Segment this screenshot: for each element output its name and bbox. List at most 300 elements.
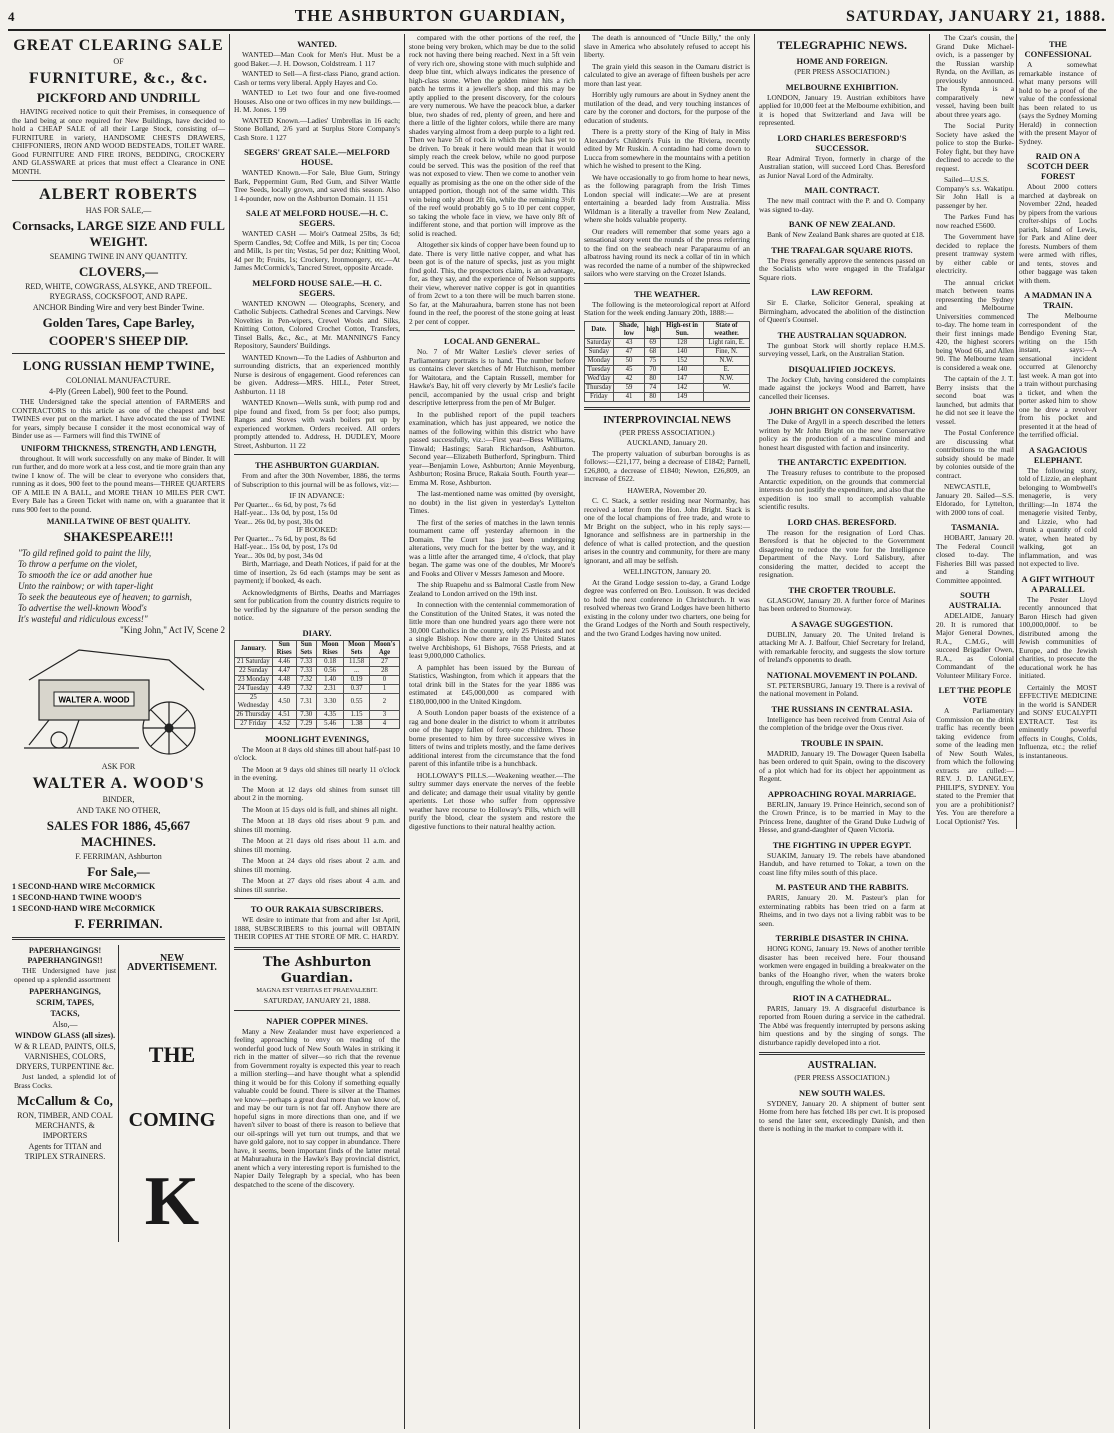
diary-row-cell: 26 Thursday xyxy=(236,710,271,718)
news-body: LONDON, January 19. Austrian exhibitors have applied for 10,000 feet at the Melbourne exhibition, and it is hoped that Switzerland and Java will be represented. xyxy=(759,92,925,127)
article-body: No. 7 of Mr Walter Leslie's clever series of Parliamentary portraits is to hand. The number before us contains clever sketches of Mr Hutchison, member for Waitotara, and the Captain Russell, member for Hawke's Bay, hit off very cleverly by Mr Leslie's facile pencil, accompanied by the usual crisp and bright descriptive letterpress from the pen of Mr Bulger. xyxy=(409,347,575,407)
page-number: 4 xyxy=(8,9,15,24)
diary-row xyxy=(235,657,400,666)
napier-body: Many a New Zealander must have experienced a feeling approaching to envy on reading of the wonderful good luck of New South Wales in striking it rich in the matter of silver—so rich that the revenue from Government royalty is expected this year to reach a million sterling—and have thought what a splendid thing it would be for this Colony if something equally valuable could be found. There is silver at the Thames we know—perhaps a great deal more than we know of, and may be our turn is not far off. Anyhow there are hopeful signs in more directions than one, and if we haven't silver to boast of there is reason to believe that our oil-springs will yet turn out trumps, and that we have gold galore, not to say copper in abundance. There have, it seems, been important finds of the latter metal at Mahuraahura in the Hawke's Bay provincial district, anent which a very interesting report is furnished to the Napier Daily Telegraph by a special, who has been despatched to the scene of the discovery. xyxy=(234,1026,400,1189)
weather-row-cell: 45 xyxy=(613,365,645,374)
news-body: Bank of New Zealand Bank shares are quoted at £18. xyxy=(767,230,925,239)
diary-row xyxy=(235,675,400,684)
news-body: The Government have decided to replace the present tramway system by either cable or electricity. xyxy=(936,232,1014,275)
weather-row-cell: 80 xyxy=(645,392,661,401)
news-heading: TERRIBLE DISASTER IN CHINA. xyxy=(775,933,909,943)
weather-header: High-est in Sun. xyxy=(661,321,704,338)
article-body: The grain yield this season in the Oamaru district is calculated to give an average of fifteen bushels per acre more than last year. xyxy=(584,61,750,88)
diary-header: Sun Sets xyxy=(296,640,316,657)
diary-row-cell: 7.30 xyxy=(296,710,316,719)
news-body: The Treasury refuses to contribute to the proposed Antarctic expedition, on the grounds that commercial interests do not justify the expenditure, and also that the expedition is too small to accomplish valuable scientific results. xyxy=(759,468,925,511)
news-body: GLASGOW, January 20. A further force of Marines has been ordered to Stornoway. xyxy=(759,595,925,613)
weather-row xyxy=(585,338,750,347)
wellington-dateline: WELLINGTON, January 20. xyxy=(623,567,711,576)
cooper-line: COOPER'S SHEEP DIP. xyxy=(48,333,189,348)
wanted-ad: WANTED Known.—For Sale, Blue Gum, Stringy Bark, Peppermint Gum, Red Gum, and Silver Wattle Tree Seeds, locally grown, and saved this season. Also 1 4-pounder, now on the Ashburton Domain. 11 151 xyxy=(234,168,400,203)
weather-row-cell: 152 xyxy=(661,356,704,365)
shakespeare-heading: SHAKESPEARE!!! xyxy=(63,529,174,544)
coming-word: COMING xyxy=(128,1109,216,1131)
diary-row-cell: 21 Saturday xyxy=(235,657,273,666)
diary-row-cell: 1.15 xyxy=(344,710,370,719)
terms-booked-label: IF BOOKED: xyxy=(296,525,338,534)
news-body: The Press generally approve the sentences passed on the Socialists who were engaged in the Trafalgar Square riots. xyxy=(759,255,925,282)
weather-row-cell: 59 xyxy=(613,383,645,392)
article-body: The death is announced of "Uncle Billy," the only slave in America who absolutely refused to accept his liberty. xyxy=(584,34,750,59)
news-heading: TROUBLE IN SPAIN. xyxy=(800,737,884,748)
news-heading: THE FIGHTING IN UPPER EGYPT. xyxy=(772,839,912,850)
wanted-ad: WANTED Known.—Ladies' Umbrellas in 16 each; Stone Bolland, 2/6 yard at Surplus Store Company's Cash Store. 1 127 xyxy=(234,115,400,142)
australian-heading: AUSTRALIAN. xyxy=(807,1060,877,1071)
news-body: The Pester Lloyd recently announced that Baron Hirsch had given 100,000,000f. to be distributed among the Jewish communities of Europe, and the Jewish charities, to prosecute the educational work he has initiated. xyxy=(1019,594,1097,680)
segers-heading: SEGERS' GREAT SALE.—MELFORD HOUSE. xyxy=(244,147,390,167)
news-body: SUAKIM, January 19. The rebels have abandoned Handub, and have returned to Tokar, a town on the coast line fifty miles south of this place. xyxy=(759,850,925,877)
news-heading: THE RUSSIANS IN CENTRAL ASIA. xyxy=(771,703,913,714)
column-4 xyxy=(580,34,755,1429)
for-sale-item: 1 SECOND-HAND TWINE WOOD'S xyxy=(12,893,142,902)
weather-row-cell: 47 xyxy=(613,347,645,356)
weather-row-cell: Saturday xyxy=(585,338,614,347)
column-5 xyxy=(755,34,930,1429)
clearing-sale-subject: FURNITURE, &c., &c. xyxy=(29,70,208,87)
news-body: Sir E. Clarke, Solicitor General, speaking at Birmingham, advocated the abolition of the distinction of Queen's Counsel. xyxy=(759,298,925,324)
paper-item: TACKS, xyxy=(50,1009,80,1018)
terms-line: Half-year... 15s 0d, by post, 17s 0d xyxy=(234,542,338,551)
diary-row-cell: 1 xyxy=(369,684,399,693)
news-body: Rear Admiral Tryon, formerly in charge of the Australian station, will succeed Lord Chas. Beresford as Junior Naval Lord of the Admiralty. xyxy=(759,153,925,180)
paperhangings-ad xyxy=(12,945,119,1242)
binder-line: BINDER, xyxy=(102,795,135,804)
ferriman-signature: F. FERRIMAN. xyxy=(74,916,163,931)
diary-header: Moon's Age xyxy=(369,640,399,657)
for-sale-item: 1 SECOND-HAND WIRE McCORMICK xyxy=(12,904,156,913)
diary-row-cell: 7.32 xyxy=(296,675,316,684)
weather-row-cell: N.W. xyxy=(704,374,750,383)
weather-row-cell: 42 xyxy=(613,374,645,383)
wanted-ad: WANTED to Let two four and one five-roomed Houses. Also one or two offices in my new buildings.—H. M. Jones. 1 99 xyxy=(234,88,400,114)
diary-row-cell: ... xyxy=(344,666,370,675)
news-body: Sailed—U.S.S. Company's s.s. Wakatipu. Sir John Hall is a passenger by her. xyxy=(936,175,1014,210)
news-body: The new mail contract with the P. and O. Company was signed to-day. xyxy=(759,196,925,214)
diary-heading: DIARY. xyxy=(302,627,332,638)
diary-row-cell: 3 xyxy=(369,710,399,719)
weather-header: Shade, low xyxy=(613,321,645,338)
diary-row-cell: 27 Friday xyxy=(235,719,273,728)
news-heading: TASMANIA. xyxy=(951,522,999,532)
weather-row-cell: 140 xyxy=(661,365,704,374)
diary-row-cell: 22 Sunday xyxy=(235,666,273,675)
news-body: ST. PETERSBURG, January 19. There is a revival of the national movement in Poland. xyxy=(759,680,925,698)
moon-note: The Moon at 21 days old rises about 11 a.m. and shines till morning. xyxy=(234,836,400,854)
hawera-dateline: HAWERA, November 20. xyxy=(627,485,707,495)
weather-row-cell xyxy=(704,392,750,401)
auckland-dateline: AUCKLAND, January 20. xyxy=(626,438,708,447)
weather-header: Date. xyxy=(585,321,614,338)
poem-line: To smooth the ice or add another hue xyxy=(18,570,153,580)
news-body: The Parkes Fund has now reached £5600. xyxy=(936,212,1014,230)
per-press-line: (PER PRESS ASSOCIATION.) xyxy=(794,67,890,76)
albert-roberts-heading: ALBERT ROBERTS xyxy=(39,186,198,203)
weather-body: The following is the meteorological report at Alford Station for the week ending January 20th, 1888:— xyxy=(584,299,750,317)
paperhangings-body: THE Undersigned have just opened up a splendid assortment xyxy=(14,966,116,984)
melford-heading: MELFORD HOUSE SALE.—H. C. SEGERS. xyxy=(252,277,382,298)
poem-line: It's wasteful and ridiculous excess!" xyxy=(18,614,148,624)
no-other-line: AND TAKE NO OTHER, xyxy=(76,806,161,815)
napier-heading: NAPIER COPPER MINES. xyxy=(266,1015,368,1026)
article-body: In connection with the centennial commemoration of the Constitution of the United States, it was noted the little more than one hundred years ago there were not 30,000 Catholics in the country, only 25 Priests and not a single Bishop. Now there are in the United States twelve Archbishops, 61 Bishops, 7658 Priests, and at least 9,000,000 Catholics. xyxy=(409,600,575,660)
interprovincial-sub: (PER PRESS ASSOCIATION.) xyxy=(619,427,715,437)
diary-row-cell: 2.31 xyxy=(316,684,343,693)
weather-row xyxy=(585,365,750,374)
diary-row-cell: 4.35 xyxy=(316,710,343,719)
masthead xyxy=(8,6,1106,31)
hemp-twine-heading: LONG RUSSIAN HEMP TWINE, xyxy=(22,358,215,373)
coming-ad xyxy=(119,945,225,1242)
columns xyxy=(8,34,1106,1429)
births-notice: Birth, Marriage, and Death Notices, if paid for at the time of insertion, 2s 6d each (stamps may be sent as payment); if booked, 4s each. xyxy=(234,559,400,585)
news-body: The captain of the J. T. Berry insists that the second boat was launched, but admits that he did not see it leave the vessel. xyxy=(936,374,1014,426)
wanted-ad: WANTED—Man Cook for Men's Hut. Must be a good Baker.—J. H. Dowson, Coldstream. 1 117 xyxy=(234,50,400,68)
wanted-ad: WANTED CASH — Moir's Oatmeal 25lbs, 3s 6d; Sperm Candles, 9d; Coffee and Milk, 1s per tin; Cocoa and Milk, 1s per tin; Vestas, 5d per doz; Knitting Wool, 4d per lb; Fruits, 1s; Crockery, Ironmongery, etc.—At James McCormick's, Tancred Street, opposite Arcade. xyxy=(234,229,400,272)
lead-body: Just landed, a splendid lot of Brass Cocks. xyxy=(14,1072,116,1090)
weather-row-cell: 147 xyxy=(661,374,704,383)
clearing-sale-of: OF xyxy=(113,57,124,66)
diary-header: January. xyxy=(235,640,273,657)
diary-row-cell: 1.38 xyxy=(344,719,370,728)
news-heading: THE AUSTRALIAN SQUADRON. xyxy=(777,329,907,340)
news-heading: MELBOURNE EXHIBITION. xyxy=(785,81,899,92)
wanted-ad: WANTED to Sell—A first-class Piano, grand action. Cash or terms very liberal. Apply Hayes and Co. xyxy=(234,69,400,87)
pickford-body: HAVING received notice to quit their Premises, in consequence of the land being at once required for New Buildings, have decided to hold a CHEAP SALE of all their Large Stock, consisting of— FURNITURE in variety, HANDSOME CHESTS DRAWERS, CHIFFONIERS, IRON AND WOOD BEDSTEADS, TOILET WARE. Good FURNITURE AND FIRE IRONS, BEDDING, CROCKERY AND GLASSWARE at prices that must effect a Clearance in ONE MONTH. xyxy=(12,107,225,176)
colonial-line: COLONIAL MANUFACTURE. xyxy=(66,376,171,385)
terms-advance-label: IF IN ADVANCE: xyxy=(289,491,345,500)
weather-row-cell: 68 xyxy=(645,347,661,356)
news-body: The reason for the resignation of Lord Chas. Beresford is that he objected to the Government disagreeing to reduce the vote for the Intelligence Department of the Navy. Lord Salisbury, after considering the matter, decided to accept the resignation. xyxy=(759,527,925,579)
telegraphic-heading: TELEGRAPHIC NEWS. xyxy=(776,38,908,52)
weather-heading: THE WEATHER. xyxy=(634,288,700,299)
moon-note: The Moon at 9 days old shines till nearly 11 o'clock in the evening. xyxy=(234,764,400,782)
column-6 xyxy=(930,34,1103,1429)
news-heading: JOHN BRIGHT ON CONSERVATISM. xyxy=(768,406,916,416)
article-body: At the Grand Lodge session to-day, a Grand Lodge degree was conferred on Bro. Louisson. It was decided to hold the next conference in Christchurch. It was resolved whereas two Grand Lodges have been hitherto existing in the colony under two charters, one being for the Grand Lodges of the North and South respectively, and the two Grand Lodges having now united. xyxy=(584,577,750,638)
for-sale-heading: For Sale,— xyxy=(87,864,150,879)
diary-row xyxy=(235,710,400,719)
article-body: Horribly ugly rumours are about in Sydney anent the mutilation of the dead, and very touching instances of care by the coroner and doctors, for the purpose of the education of students. xyxy=(584,90,750,125)
news-body: PARIS, January 20. M. Pasteur's plan for exterminating rabbits has been tried on a farm at Rheims, and in two days not a living rabbit was to be seen. xyxy=(759,893,925,928)
news-heading: A SAGACIOUS ELEPHANT. xyxy=(1028,444,1088,465)
diary-row-cell: 0 xyxy=(369,675,399,684)
shakespeare-poem xyxy=(18,548,225,636)
news-body: DUBLIN, January 20. The United Ireland is attacking Mr A. J. Balfour, Chief Secretary for Ireland, with remarkable ferocity, and suggests the slow torture of Ireland's opponents to death. xyxy=(759,629,925,664)
terms-line: Half-year... 13s 0d, by post, 15s 0d xyxy=(234,508,338,517)
mccallum-sub: RON, TIMBER, AND COAL MERCHANTS, & IMPORTERS xyxy=(17,1111,113,1140)
article-body: C. C. Stack, a settler residing near Normanby, has received a letter from the Hon. John Bright. Stack is one of the local champions of free trade, and wrote to Mr Bright on the subject, who in his reply says:—Ignorance and selfishness are in partnership in the defence of what is called protection, and the question arises in the country and community, for there are many ignorant, and all may be selfish. xyxy=(584,496,750,565)
interprovincial-heading: INTERPROVINCIAL NEWS xyxy=(603,414,731,426)
news-body: The gunboat Stork will shortly replace H.M.S. surveying vessel, Lark, on the Australian Station. xyxy=(759,340,925,358)
clearing-sale-heading: GREAT CLEARING SALE xyxy=(13,37,224,54)
poem-attribution: "King John," Act IV, Scene 2 xyxy=(120,625,225,635)
seaming-twine-line: SEAMING TWINE IN ANY QUANTITY. xyxy=(49,252,188,261)
news-body: The Czar's cousin, the Grand Duke Michael-ovich, is a passenger by the Russian warship Rynda, on the Avillan, as previously announced. The Rynda is a comparatively new vessel, having been built about three years ago. xyxy=(936,34,1014,119)
diary-table xyxy=(234,640,400,729)
ply-line: 4-Ply (Green Label), 900 feet to the Pound. xyxy=(49,387,188,396)
article-body: The property valuation of suburban boroughs is as follows:—£21,177, being a decrease of £1842; Parnell, £26,800, a decrease of £1840; Newton, £26,809, an increase of £622. xyxy=(584,448,750,483)
article-body: The last-mentioned name was omitted (by oversight, no doubt) in the list given in yesterday's Lyttelton Times. xyxy=(409,489,575,515)
news-heading: THE TRAFALGAR SQUARE RIOTS. xyxy=(771,244,913,255)
news-heading: THE CROFTER TROUBLE. xyxy=(788,584,896,595)
moon-note: The Moon at 12 days old shines from sunset till about 2 in the morning. xyxy=(234,784,400,802)
news-heading: M. PASTEUR AND THE RABBITS. xyxy=(775,882,909,892)
poem-line: "To gild refined gold to paint the lily, xyxy=(18,548,152,558)
ask-for-line: ASK FOR xyxy=(101,762,136,771)
clovers-heading: CLOVERS,— xyxy=(78,264,159,279)
diary-row-cell: 7.33 xyxy=(296,657,316,666)
news-body: The Social Purity Society have asked the police to stop the Burke-Foley fight, but they have declined to accede to the request. xyxy=(936,121,1014,173)
advertisement-column xyxy=(8,34,230,1429)
weather-header: State of weather. xyxy=(704,321,750,338)
lead-line: W & R LEAD, PAINTS, OILS, VARNISHES, COLORS, DRYERS, TURPENTINE &c. xyxy=(14,1042,116,1071)
uniform-heading: UNIFORM THICKNESS, STRENGTH, AND LENGTH, xyxy=(20,443,217,453)
binder-machine-illustration xyxy=(12,640,225,758)
news-heading: A MADMAN IN A TRAIN. xyxy=(1024,290,1092,310)
moonlight-heading: MOONLIGHT EVENINGS, xyxy=(265,733,369,744)
weather-row-cell: 69 xyxy=(645,338,661,347)
bottom-ads xyxy=(12,945,225,1242)
agents-line: Agents for TITAN and TRIPLEX STRAINERS. xyxy=(24,1142,106,1161)
news-heading: BANK OF NEW ZEALAND. xyxy=(788,219,896,229)
news-body: HONG KONG, January 19. News of another terrible disaster has been received here. Four thousand workmen were engaged in building a breakwater on the banks of the Hoangho river, when the waters broke through, engulfing the whole of them. xyxy=(759,944,925,987)
paper-title: THE ASHBURTON GUARDIAN, xyxy=(294,6,566,25)
diary-row-cell: 4.47 xyxy=(272,666,296,675)
diary-row-cell: 27 xyxy=(369,657,399,666)
news-body: The Postal Conference are discussing what contributions to the mail subsidy should be made by colonies outside of the contract. xyxy=(936,428,1014,480)
moon-note: The Moon at 15 days old is full, and shines all night. xyxy=(242,804,398,814)
diary-row-cell: 23 Monday xyxy=(235,675,273,684)
for-sale-item: 1 SECOND-HAND WIRE McCORMICK xyxy=(12,882,156,891)
paper-item: PAPERHANGINGS, xyxy=(29,987,101,996)
diary-row-cell: 0.18 xyxy=(316,657,343,666)
diary-row-cell: 0.56 xyxy=(316,666,343,675)
moon-note: The Moon at 27 days old rises about 4 a.m. and shines till sunrise. xyxy=(234,876,400,894)
australian-sub: (PER PRESS ASSOCIATION.) xyxy=(794,1073,890,1082)
wanted-ad: WANTED Known—To the Ladies of Ashburton and surrounding districts, that an experienced monthly Nurse is desirous of engagement. Good references can be given. Address—MRS. HILL, Peter Street, Ashburton. 11 18 xyxy=(234,352,400,396)
weather-row-cell: 50 xyxy=(613,356,645,365)
poem-line: To advertise the well-known Wood's xyxy=(18,603,147,613)
terms-line: Year... 30s 0d, by post, 34s 0d xyxy=(234,550,323,560)
article-body: There is a pretty story of the King of Italy in Miss Alexander's Children's Fuis in the Riviera, recently edited by Mr Ruskin. A contadino had come down to Lucca from somewhere in the mountains with a petition which he wished to present to the King. xyxy=(584,127,750,170)
news-body: The Duke of Argyll in a speech described the letters written by Mr John Bright on the new Conservative policy as the production of a masculine mind and honest heart disgusted with faction and insincerity. xyxy=(759,417,925,452)
news-body: PARIS, January 19. A disgraceful disturbance is reported from Rouen during a service in the cathedral. The Abbé was frequently interrupted by persons asking him questions and by the singing of songs. The disturbance rapidly developed into a riot. xyxy=(759,1003,925,1047)
news-heading: A SAVAGE SUGGESTION. xyxy=(791,618,893,629)
diary-row-cell: 3.30 xyxy=(316,693,343,710)
guardian-nameplate: The Ashburton Guardian. xyxy=(262,954,372,986)
weather-row-cell: Tuesday xyxy=(585,365,614,374)
guardian-issue-date: SATURDAY, JANUARY 21, 1888. xyxy=(263,996,371,1005)
weather-row-cell: 140 xyxy=(661,347,704,356)
rakaia-body: WE desire to intimate that from and after 1st April, 1888, SUBSCRIBERS to this journal will OBTAIN THEIR COPIES AT THE STORE OF MR. C. HARDY. xyxy=(234,915,400,941)
manilla-line: MANILLA TWINE OF BEST QUALITY. xyxy=(46,517,191,526)
news-heading: APPROACHING ROYAL MARRIAGE. xyxy=(767,788,917,799)
weather-row xyxy=(585,356,750,365)
weather-row-cell: 149 xyxy=(661,392,704,401)
diary-row-cell: 5.46 xyxy=(316,719,343,728)
diary-row-cell: 0.19 xyxy=(344,675,370,684)
paper-item: SCRIM, TAPES, xyxy=(36,998,94,1007)
article-body: We have occasionally to go from home to hear news, as the following paragraph from the Irish Times London special will indicate:—We are at present entertaining a bearded lady from Australia. Miss Wildman is a literally a traveller from New Zealand, where she holds valuable property. xyxy=(584,172,750,224)
weather-row-cell: 142 xyxy=(661,383,704,392)
weather-row-cell: Light rain, E. xyxy=(704,338,750,347)
pickford-heading: PICKFORD AND UNDRILL xyxy=(36,90,201,105)
weather-row xyxy=(585,383,750,392)
news-body: MADRID, January 19. The Dowager Queen Isabella has been ordered to quit Spain, owing to the discovery of a plot which had for its object her appointment as Regent. xyxy=(759,748,925,783)
news-heading: LORD CHARLES BERESFORD'S SUCCESSOR. xyxy=(777,132,907,153)
diary-row-cell: 2 xyxy=(369,693,399,710)
article-body: A South London paper boasts of the existence of a rag and bone dealer in the district to whom it attributes one of the happy fallen of forty-one children. Those borne presented to him by three successive wives in litters of twins and triplets mostly, and the fame derives additional interest from the circumstance that the fond parent of this infantile tribe is a hunchback. xyxy=(409,708,575,768)
tares-line: Golden Tares, Cape Barley, xyxy=(42,315,195,330)
news-heading: LAW REFORM. xyxy=(811,287,873,297)
news-body: BERLIN, January 19. Prince Heinrich, second son of the Crown Prince, is to be married in May to the Princess Irene, daughter of the Grand Duke Ludwig of Hesse, and grand-daughter of Queen Victoria. xyxy=(759,799,925,834)
features-continued xyxy=(1017,34,1099,829)
article-body: In the published report of the pupil teachers examination, which has just appeared, we notice the names of the following within this district who have passed successfully, viz.:—First year—Bess Williams, Tinwald; Hastings; Sarah Richardson, Ashburton. Second year—Elizabeth Butherford, Springburn. Third year—Benjamin Lowe, Ashburton; Annie Meyenburg, Ashburton; Rosina Bruce, Rakaia South. Fourth year—Emma M. Rose, Ashburton. xyxy=(409,409,575,487)
paperhangings-heading: PAPERHANGINGS! PAPERHANGINGS!! xyxy=(27,946,103,965)
news-body: Intelligence has been received from Central Asia of the completion of the bridge over the Oxus river. xyxy=(759,714,925,732)
diary-row xyxy=(235,666,400,675)
paper-item: Also,— xyxy=(52,1020,78,1029)
diary-row-cell: 0.37 xyxy=(344,684,370,693)
news-body: NEWCASTLE, January 20. Sailed—S.S. Eldorado, for Lyttelton, with 2000 tons of coal. xyxy=(936,482,1014,517)
holloway-ad: HOLLOWAY'S PILLS.—Weakening weather.—The sultry summer days enervate the nerves of the feeble and delicate; and damage their usual vitality by gentle aperients. Let those who suffer from oppressive weather have recourse to Holloway's Pills, which will purify the blood, clear the system and restore the digestive functions to their natural healthy action. xyxy=(409,770,575,831)
sales-line: SALES FOR 1886, 45,667 MACHINES. xyxy=(46,818,191,849)
news-heading: THE ANTARCTIC EXPEDITION. xyxy=(777,457,907,467)
weather-row-cell: N.W. xyxy=(704,356,750,365)
news-body: The Melbourne correspondent of the Bendigo Evening Star, writing on the 15th instant, says:—A sensational incident occurred at Glenorchy last week. A man got into a train without purchasing a ticket, and when the porter asked him to show one he drew a revolver from his pocket and presented it at the head of the terrified official. xyxy=(1019,311,1097,439)
article-body: The first of the series of matches in the lawn tennis tournament came off yesterday afternoon in the Domain. The Court has just been undergoing alterations, very much for the better by the way, and it was a little after the arranged time, 4 o'clock, that play began. The game was one of the doubles, Mr Moore's and Fooks and Oliver v Messrs Jameson and Moore. xyxy=(409,517,575,578)
weather-row-cell: Thursday xyxy=(586,383,612,391)
diary-row-cell: 25 Wednesday xyxy=(235,693,273,710)
medicine-ad: Certainly the MOST EFFECTIVE MEDICINE in the world is SANDER and SONS' EUCALYPTI EXTRACT. Test its eminently powerful effects in Coughs, Colds, Influenza, etc.; the relief is instantaneous. xyxy=(1019,682,1097,760)
diary-row-cell: 11.58 xyxy=(344,657,370,666)
weather-row xyxy=(585,374,750,383)
diary-header: Moon Rises xyxy=(316,640,343,657)
weather-row-cell: Friday xyxy=(585,392,614,401)
weather-row-cell: 70 xyxy=(645,365,661,374)
coming-letter: K xyxy=(144,1163,200,1240)
rakaia-heading: TO OUR RAKAIA SUBSCRIBERS. xyxy=(250,904,384,914)
hemp-body: THE Undersigned take the special attention of FARMERS and CONTRACTORS to this article as one of the cheapest and best TWINES ever put on the market. I have advocated the use of TWINE for years, simply because I consider it the most economical way of Binder use as — Farmers will find this TWINE of xyxy=(12,397,225,440)
news-body: SYDNEY, January 20. A shipment of butter sent Home from here has fetched 18s per cwt. It is proposed to send the later sent, exceedingly Danish, and then there is nothing in the market to compare with it. xyxy=(759,1098,925,1133)
home-foreign-heading: HOME AND FOREIGN. xyxy=(796,56,888,66)
wanted-ad: WANTED KNOWN — Oleographs, Scenery, and Catholic Subjects. Cathedral Scenes and Carvings. New Novelties in Pen-wipers, Crewel Wools and Silks, Knitting Cotton, Colored Crochet Cotton, Transfers, Tinsel Balls, &c., &c., at Mr. MANNING'S Fancy Repository, Saunders' Buildings. xyxy=(234,298,400,350)
moon-note: The Moon at 8 days old shines till about half-past 10 o'clock. xyxy=(234,744,400,762)
diary-header: Moon Sets xyxy=(344,640,370,657)
column-6-top xyxy=(934,34,1099,829)
terms-line: Year... 26s 0d, by post, 30s 0d xyxy=(234,516,323,526)
weather-row-cell: Sunday xyxy=(585,347,614,356)
uniform-body: throughout. It will work successfully on any make of Binder. It will run further, and do more work at a less cost, and tie more grain than any twine I know of. The will be clear to everyone who considers that, running as it does, 900 feet to the pound means—THREE QUARTERS OF A MILE IN A BALL, and MORE THAN 10 MILES PER CWT. Every Bale has a Green Ticket with name on, with a guarantee that it runs 900 feet to the pound. xyxy=(12,453,225,514)
weather-row-cell: Fine, N. xyxy=(704,347,750,356)
news-body: HOBART, January 20. The Federal Council closed to-day. The Fisheries Bill was passed and a Standing Committee appointed. xyxy=(936,533,1014,585)
article-body: Altogether six kinds of copper have been found up to date. There is very little native copper, and what has been got is of the nature of specks, just as you might find gold. This, the prospectors claim, is an advantage, for, as they say, and the experience of Nelson supports their view, wherever native copper is got in quantities of from 2cwt to a ton there will be much barren stone. So far, at the Mahuraahura, barren stone has not been found in the reef, the poorest of the stone going at least 2 per cent of copper. xyxy=(409,240,575,326)
diary-row-cell: 7.33 xyxy=(296,666,316,675)
weather-row-cell: Wed'day xyxy=(585,374,614,383)
article-body: Our readers will remember that some years ago a sensational story went the rounds of the press referring to the find on the seabeach near Paraparaumu of an albatross having round its neck a collar of tin in which was recorded the name of a number of the shipwrecked sailors who were starving on the Crozet Islands. xyxy=(584,226,750,278)
local-general-heading: LOCAL AND GENERAL. xyxy=(443,336,541,346)
machine-label: WALTER A. WOOD xyxy=(57,695,130,705)
weather-row-cell: 75 xyxy=(645,356,661,365)
weather-row-cell: 43 xyxy=(613,338,645,347)
weather-table xyxy=(584,321,750,402)
poem-line: Unto the rainbow; or with taper-light xyxy=(18,581,154,591)
acknowledgements-notice: Acknowledgments of Births, Deaths and Marriages sent for publication from the country districts require to be verified by the signature of the person sending the notice. xyxy=(234,587,400,622)
terms-line: Per Quarter... 6s 6d, by post, 7s 6d xyxy=(234,499,336,509)
news-heading: LORD CHAS. BERESFORD. xyxy=(787,516,897,527)
news-body: About 2000 cotters marched at daybreak on November 22nd, headed by pipers from the various crofter-ships of Lochs parish, Island of Lewis, for Park and Aline deer forests. Numbers of them were armed with rifles, and tents, stoves and other baggage was taken with them. xyxy=(1019,182,1097,285)
sale-melford-heading: SALE AT MELFORD HOUSE.—H. C. SEGERS. xyxy=(245,208,389,228)
weather-row xyxy=(585,347,750,356)
news-heading: RAID ON A SCOTCH DEER FOREST xyxy=(1027,151,1089,181)
news-body: The following story, told of Lizzie, an elephant belonging to Wombwell's menagerie, is very thrilling:—In 1874 the menagerie visited Tenby, and Lizzie, who had drunk a quantity of cold water, when heated by walking, got an inflammation, and was not expected to live. xyxy=(1019,465,1097,568)
diary-row-cell: 1.40 xyxy=(316,675,343,684)
weather-row-cell: 128 xyxy=(661,338,704,347)
article-body: A pamphlet has been issued by the Bureau of Statistics, Washington, from which it appears that the total drink bill in the States for the year 1886 was estimated at £45,000,000 as compared with £180,000,000 in the United Kingdom. xyxy=(409,662,575,706)
diary-row-cell: 28 xyxy=(369,666,399,675)
column-2 xyxy=(230,34,405,1429)
new-advertisement-label: NEW ADVERTISEMENT. xyxy=(127,953,217,973)
weather-row-cell: E. xyxy=(704,365,750,374)
paper-item: WINDOW GLASS (all sizes). xyxy=(14,1031,116,1040)
weather-row-cell: 74 xyxy=(645,383,661,392)
article-body: compared with the other portions of the reef, the stone being very broken, which may be due to the solid rock not having there being reached. Next in a 5ft vein of very rich ore, showing stone with much sulphide and deep blue tint, which always indicates the presence of high-class stone. When the golden miner hits a rich patch he terms it a jeweller's shop, and this may be aptly applied to the present discovery, for the colours are very numerous. We have the peacock blue, a darker blue, two shades of red, plenty of green, and here and there a little of the lighter colors, while there are many shades varying almost from a deep purple to a light red. Then we have 5ft of rock in which the pick has yet to be driven. To break it here would mean that it would simply reach the creek below, while no good purpose could be served. This was the position of the reef that was not exposed to view. Then we come to another vein equally as promising as the one on the other side of the untapped portion, though not of the same width. This vein being only about 2ft 6in, while the remaining 3½ft of the reef would probably go 5 to 10 per cent copper, so taking the whole face in view, we have only 8ft of indifferent stone, and that portion will improve as the solid is reached. xyxy=(409,34,575,238)
news-heading: LET THE PEOPLE VOTE xyxy=(938,685,1012,705)
news-heading: THE CONFESSIONAL xyxy=(1024,39,1092,59)
weather-row xyxy=(585,392,750,401)
weather-header: high xyxy=(645,321,661,338)
news-body: ADELAIDE, January 20. It is rumored that Major General Downes, R.A., C.M.G., will succeed Brigadier Owen, R.A., as Colonial Commandant of the Volunteer Military Force. xyxy=(936,611,1014,680)
diary-row-cell: 4 xyxy=(369,719,399,728)
news-body: A Parliamentary Commission on the drink traffic has recently been taking evidence from some of the leading men of New South Wales, from which the following extracts are culled:— REV. J. D. LANGLEY, PHILIP'S, SYDNEY. You stated to the Premier that you are a prohibitionist? Yes. You are therefore a Local Optionist? Yes. xyxy=(936,706,1014,826)
diary-row-cell: 24 Tuesday xyxy=(235,684,273,693)
guardian-motto: MAGNA EST VERITAS ET PRAEVALEBIT. xyxy=(256,986,378,994)
coming-the: THE xyxy=(148,1042,196,1067)
clovers-list: RED, WHITE, COWGRASS, ALSYKE, AND TREFOIL. RYEGRASS, COCKSFOOT, AND RAPE. xyxy=(25,282,212,301)
news-heading: NEW SOUTH WALES. xyxy=(799,1087,885,1098)
news-body: A somewhat remarkable instance of what many persons will hold to be a proof of the value of the confessional has been related to us (says the Sydney Morning Herald) in connection with the present Mayor of Sydney. xyxy=(1019,60,1097,146)
guardian-terms-heading: THE ASHBURTON GUARDIAN. xyxy=(255,460,379,470)
diary-row xyxy=(235,719,400,728)
diary-row-cell: 7.31 xyxy=(296,693,316,710)
issue-date: SATURDAY, JANUARY 21, 1888. xyxy=(846,8,1106,25)
news-body: The annual cricket match between teams representing the Sydney and Melbourne Universities commenced to-day. The home team in their first innings made 420, the highest scorers being Wood 66, and Allen 90. The Melbourne team is considered a weak one. xyxy=(936,277,1014,372)
australian-continued xyxy=(934,34,1017,829)
diary-row-cell: 4.48 xyxy=(272,675,296,684)
poem-line: To throw a perfume on the violet, xyxy=(18,559,138,569)
moon-note: The Moon at 24 days old rises about 2 a.m. and shines till morning. xyxy=(234,856,400,874)
poem-line: To seek the beauteous eye of heaven; to garnish, xyxy=(18,592,192,602)
diary-row-cell: 4.52 xyxy=(272,719,296,728)
weather-row-cell: Monday xyxy=(585,356,614,365)
diary-row-cell: 4.50 xyxy=(272,693,296,710)
cornsacks-line: Cornsacks, LARGE SIZE AND FULL WEIGHT. xyxy=(12,218,225,249)
diary-row-cell: 4.51 xyxy=(272,710,296,719)
ferriman-line: F. FERRIMAN, Ashburton xyxy=(75,852,162,861)
diary-row-cell: 7.32 xyxy=(296,684,316,693)
albert-roberts-sub: HAS FOR SALE,— xyxy=(85,206,152,215)
weather-row-cell: W. xyxy=(704,383,750,392)
